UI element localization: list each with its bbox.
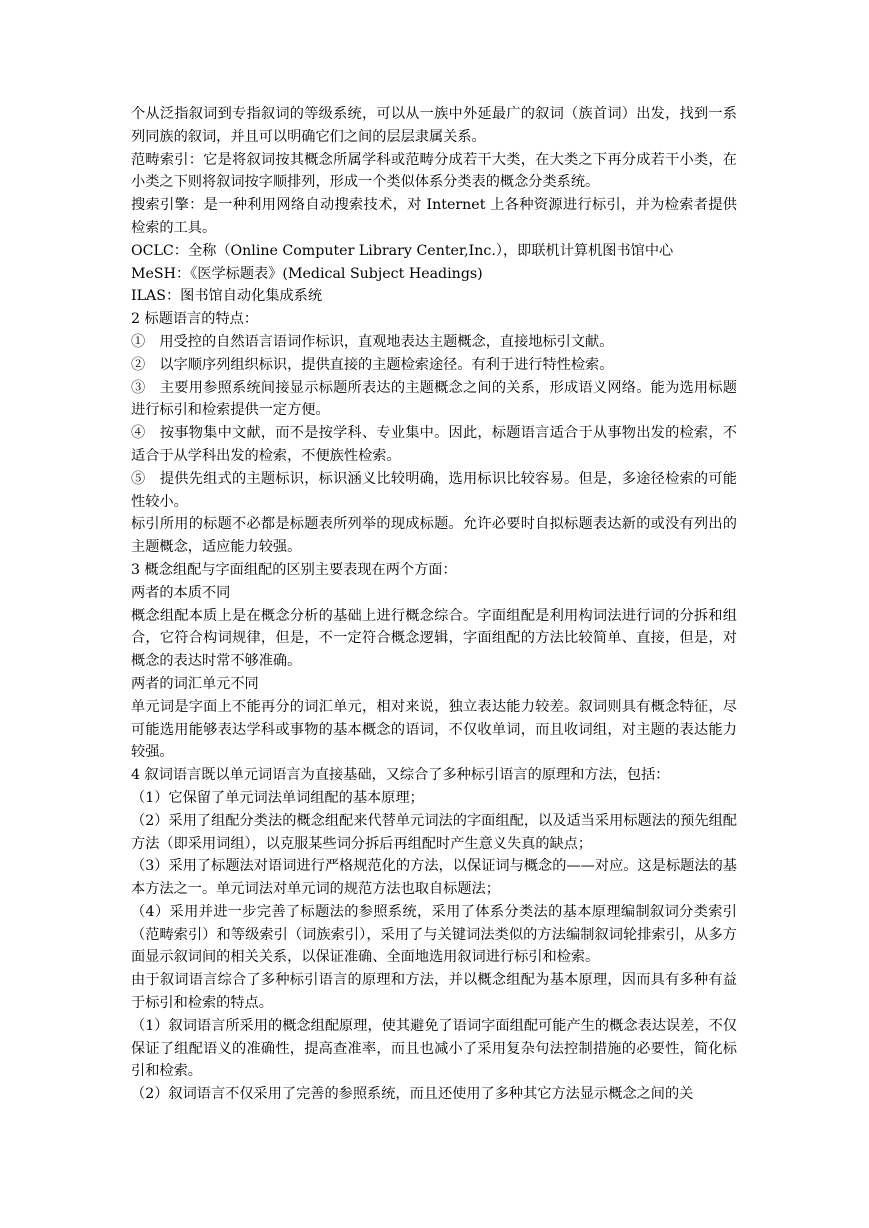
paragraph: 由于叙词语言综合了多种标引语言的原理和方法，并以概念组配为基本原理，因而具有多种有益于标引和检索的特点。 [131, 972, 737, 1012]
section-heading: 3 概念组配与字面组配的区别主要表现在两个方面： [131, 561, 457, 578]
section-heading: 4 叙词语言既以单元词语言为直接基础，又综合了多种标引语言的原理和方法，包括： [131, 767, 670, 784]
paragraph: 范畴索引：它是将叙词按其概念所属学科或范畴分成若干大类，在大类之下再分成若干小类，在小类之下则将叙词按字顺排列，形成一个类似体系分类表的概念分类系统。 [131, 151, 737, 191]
paragraph: MeSH：《医学标题表》(Medical Subject Headings) [131, 265, 483, 282]
list-item: （1）叙词语言所采用的概念组配原理，使其避免了语词字面组配可能产生的概念表达误差，不仅保证了组配语义的准确性，提高查准率，而且也减小了采用复杂句法控制措施的必要性，简化标引和检索。 [131, 1017, 737, 1080]
list-item: ④ 按事物集中文献，而不是按学科、专业集中。因此，标题语言适合于从事物出发的检索，不适合于从学科出发的检索，不便族性检索。 [131, 425, 737, 464]
list-item: （4）采用并进一步完善了标题法的参照系统，采用了体系分类法的基本原理编制叙词分类索引（范畴索引）和等级索引（词族索引），采用了与关键词法类似的方法编制叙词轮排索引，从多方面显示叙词间的相关关系，以保证准确、全面地选用叙词进行标引和检索。 [131, 903, 737, 966]
paragraph: 概念组配本质上是在概念分析的基础上进行概念综合。字面组配是利用构词法进行词的分拆和组合，它符合构词规律，但是，不一定符合概念逻辑，字面组配的方法比较简单、直接，但是，对概念的表达时常不够准确。 [131, 607, 737, 670]
paragraph: ILAS：图书馆自动化集成系统 [131, 288, 323, 305]
document-page [131, 103, 737, 1106]
paragraph: 单元词是字面上不能再分的词汇单元，相对来说，独立表达能力较差。叙词则具有概念特征，尽可能选用能够表达学科或事物的基本概念的语词，不仅收单词，而且收词组，对主题的表达能力较强。 [131, 698, 737, 761]
list-item: ① 用受控的自然语言语词作标识，直观地表达主题概念，直接地标引文献。 [131, 333, 614, 350]
list-item: （2）采用了组配分类法的概念组配来代替单元词法的字面组配，以及适当采用标题法的预先组配方法（即采用词组），以克服某些词分拆后再组配时产生意义失真的缺点； [131, 812, 737, 852]
list-item: （1）它保留了单元词法单词组配的基本原理； [131, 789, 424, 806]
paragraph: 标引所用的标题不必都是标题表所列举的现成标题。允许必要时自拟标题表达新的或没有列出的主题概念，适应能力较强。 [131, 516, 737, 556]
list-item: （2）叙词语言不仅采用了完善的参照系统，而且还使用了多种其它方法显示概念之间的关 [131, 1086, 694, 1103]
list-item: ② 以字顺序列组织标识，提供直接的主题检索途径。有利于进行特性检索。 [131, 356, 614, 373]
list-item: ⑤ 提供先组式的主题标识，标识涵义比较明确，选用标识比较容易。但是，多途径检索的可能性较小。 [131, 470, 737, 510]
paragraph: 搜索引擎：是一种利用网络自动搜索技术，对 Internet 上各种资源进行标引，并为检索者提供检索的工具。 [131, 197, 737, 236]
paragraph: 个从泛指叙词到专指叙词的等级系统，可以从一族中外延最广的叙词（族首词）出发，找到一系列同族的叙词，并且可以明确它们之间的层层隶属关系。 [131, 106, 737, 145]
subheading: 两者的词汇单元不同 [131, 675, 259, 692]
section-heading: 2 标题语言的特点： [131, 311, 259, 328]
subheading: 两者的本质不同 [131, 584, 231, 601]
list-item: （3）采用了标题法对语词进行严格规范化的方法，以保证词与概念的——对应。这是标题法的基本方法之一。单元词法对单元词的规范方法也取自标题法； [131, 858, 737, 898]
list-item: ③ 主要用参照系统间接显示标题所表达的主题概念之间的关系，形成语义网络。能为选用标题进行标引和检索提供一定方便。 [131, 379, 737, 419]
paragraph: OCLC：全称（Online Computer Library Center,Inc.），即联机计算机图书馆中心 [131, 242, 674, 259]
